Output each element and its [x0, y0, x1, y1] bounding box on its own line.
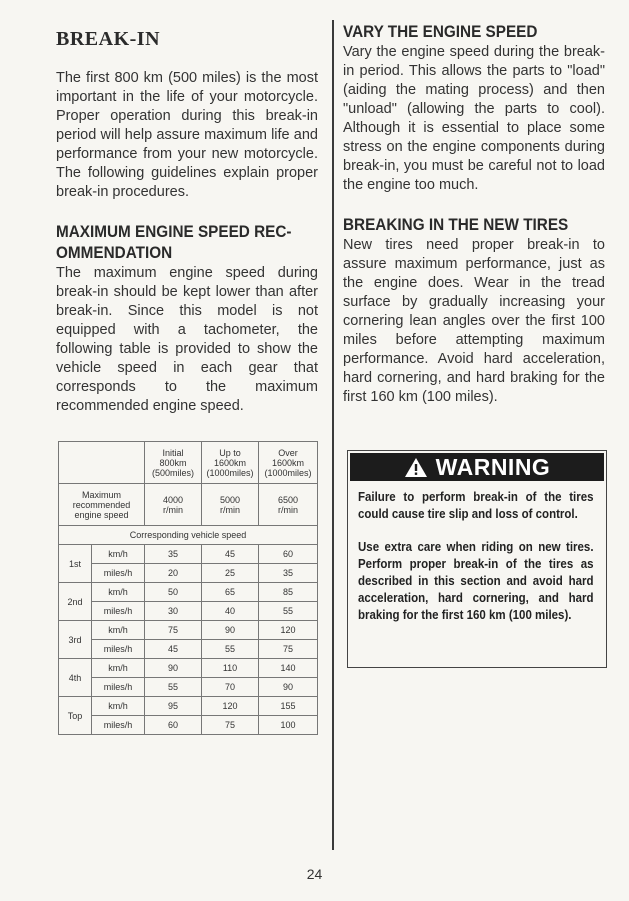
col-header-over: Over 1600km (1000miles): [259, 442, 318, 484]
col-header-initial: Initial 800km (500miles): [145, 442, 202, 484]
gear-label: 4th: [59, 659, 92, 697]
warning-text-2: Use extra care when riding on new tires. Perform proper break-in of the tires as described in this section and avoid hard acceleration, hard cornering, and hard braking for the first 160 km (100 miles).: [358, 540, 594, 622]
rec-value: 5000 r/min: [202, 484, 259, 526]
table-row: [59, 583, 318, 602]
table-row: [59, 678, 318, 697]
warning-box: [347, 450, 607, 668]
speed-cell: 75: [202, 716, 259, 735]
break-in-title: BREAK-IN: [56, 28, 161, 50]
unit-kmh: km/h: [92, 697, 145, 716]
warning-body: [348, 483, 606, 624]
tires-title: BREAKING IN THE NEW TIRES: [343, 215, 569, 234]
table-row: [59, 716, 318, 735]
left-column: [56, 28, 318, 416]
table-row: [59, 697, 318, 716]
break-in-intro: The first 800 km (500 miles) is the most important in the life of your motorcycle. Proper operation during this break-in period will help assure maximum life and performance from your new motorcycle. The following guidelines explain proper break-in procedures.: [56, 70, 318, 200]
speed-cell: 85: [259, 583, 318, 602]
column-divider: [332, 20, 334, 850]
warning-title: WARNING: [435, 453, 551, 480]
speed-cell: 120: [202, 697, 259, 716]
max-speed-title-line1: MAXIMUM ENGINE SPEED REC-: [56, 222, 292, 241]
speed-cell: 110: [202, 659, 259, 678]
warning-header: [350, 453, 604, 481]
tires-body: New tires need proper break-in to assure maximum performance, just as the engine does. Wear in the tread surface by gradually increasing your cornering lean angles over the first 100 miles before attempting maximum performance. Avoid hard acceleration, hard cornering, and hard braking for the first 160 km (100 miles).: [343, 237, 605, 405]
right-column: [343, 22, 605, 407]
rec-value: 4000 r/min: [145, 484, 202, 526]
unit-mph: miles/h: [92, 602, 145, 621]
speed-cell: 155: [259, 697, 318, 716]
vary-speed-body: Vary the engine speed during the break-in period. This allows the parts to "load" (aiding the mating process) and then "unload" (allowing the parts to cool). Although it is essential to place some stress on the engine components during break-in, you must be careful not to load the engine too much.: [343, 44, 605, 193]
corresponding-row: [59, 526, 318, 545]
gear-label: Top: [59, 697, 92, 735]
speed-cell: 140: [259, 659, 318, 678]
speed-cell: 65: [202, 583, 259, 602]
unit-mph: miles/h: [92, 678, 145, 697]
speed-cell: 30: [145, 602, 202, 621]
max-speed-body: The maximum engine speed during break-in should be kept lower than after break-in. Since this model is not equipped with a tachometer, the following table is provided to show the vehicle speed in each gear that corresponds to the maximum recommended engine speed.: [56, 265, 318, 414]
table-row: [59, 621, 318, 640]
speed-cell: 55: [259, 602, 318, 621]
warning-triangle-icon: [404, 457, 428, 478]
unit-mph: miles/h: [92, 716, 145, 735]
speed-cell: 90: [259, 678, 318, 697]
speed-cell: 60: [145, 716, 202, 735]
max-speed-title-line2: OMMENDATION: [56, 243, 173, 262]
speed-cell: 40: [202, 602, 259, 621]
vary-speed-title: VARY THE ENGINE SPEED: [343, 22, 538, 41]
table-row: [59, 640, 318, 659]
speed-cell: 20: [145, 564, 202, 583]
unit-kmh: km/h: [92, 659, 145, 678]
speed-cell: 55: [145, 678, 202, 697]
speed-cell: 50: [145, 583, 202, 602]
gear-label: 3rd: [59, 621, 92, 659]
speed-cell: 45: [145, 640, 202, 659]
corresponding-label: Corresponding vehicle speed: [59, 526, 318, 545]
unit-kmh: km/h: [92, 621, 145, 640]
speed-cell: 35: [259, 564, 318, 583]
gear-label: 2nd: [59, 583, 92, 621]
unit-mph: miles/h: [92, 640, 145, 659]
table-row: [59, 564, 318, 583]
rec-label: Maximum recommended engine speed: [59, 484, 145, 526]
unit-kmh: km/h: [92, 545, 145, 564]
speed-cell: 120: [259, 621, 318, 640]
page-number: 24: [306, 866, 323, 882]
speed-cell: 90: [202, 621, 259, 640]
table-row: [59, 545, 318, 564]
table-corner-cell: [59, 442, 145, 484]
table-header-row: [59, 442, 318, 484]
speed-cell: 35: [145, 545, 202, 564]
speed-cell: 60: [259, 545, 318, 564]
engine-speed-table: [58, 441, 318, 735]
col-header-upto: Up to 1600km (1000miles): [202, 442, 259, 484]
recommended-speed-row: [59, 484, 318, 526]
speed-cell: 55: [202, 640, 259, 659]
speed-cell: 75: [259, 640, 318, 659]
table-row: [59, 659, 318, 678]
warning-text-1: Failure to perform break-in of the tires could cause tire slip and loss of control.: [358, 490, 594, 521]
speed-cell: 100: [259, 716, 318, 735]
speed-cell: 75: [145, 621, 202, 640]
speed-cell: 45: [202, 545, 259, 564]
gear-label: 1st: [59, 545, 92, 583]
speed-cell: 25: [202, 564, 259, 583]
unit-mph: miles/h: [92, 564, 145, 583]
table-row: [59, 602, 318, 621]
speed-cell: 70: [202, 678, 259, 697]
rec-value: 6500 r/min: [259, 484, 318, 526]
speed-cell: 95: [145, 697, 202, 716]
unit-kmh: km/h: [92, 583, 145, 602]
speed-cell: 90: [145, 659, 202, 678]
